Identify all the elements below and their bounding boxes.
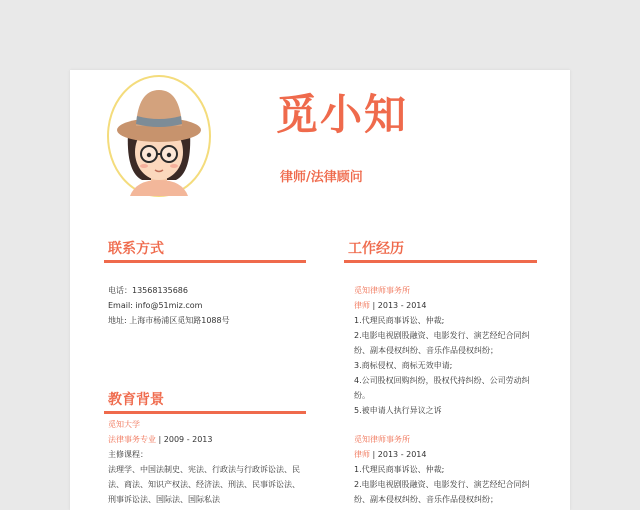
job-title: 律师/法律顾问 [280,170,363,185]
job-duty-line: 3.商标侵权、商标无效申请; [354,361,453,370]
education-course-line: 法、商法、知识产权法、经济法、刑法、民事诉讼法、 [108,480,300,489]
contact-heading: 联系方式 [108,241,164,257]
contact-divider [104,260,306,263]
job-period: | 2013 - 2014 [372,450,427,459]
job-duty-line: 纷。 [354,391,370,400]
job-duty-line: 2.电影电视剧股融资、电影发行、演艺经纪合同纠 [354,480,530,489]
education-major-line [108,432,308,447]
job-duty-line: 5.被申请人执行异议之诉 [354,406,442,415]
job-duty-line: 1.代理民商事诉讼、仲裁; [354,465,445,474]
education-major: 法律事务专业 [108,435,156,444]
job-meta [354,447,554,462]
job-duty-line: 4.公司股权回购纠纷，股权代持纠纷、公司劳动纠 [354,376,530,385]
job-duty-line: 2.电影电视剧股融资、电影发行、演艺经纪合同纠 [354,331,530,340]
education-heading: 教育背景 [108,392,164,408]
education-info [108,417,308,507]
job-duty-line: 纷、副本侵权纠纷、音乐作品侵权纠纷； [354,495,498,504]
job-period: | 2013 - 2014 [372,301,427,310]
job-duty-line: 1.代理民商事诉讼、仲裁; [354,316,445,325]
job-role: 律师 [354,301,370,310]
education-course-line: 刑事诉讼法、国际法、国际私法 [108,495,220,504]
job-company: 觅知律师事务所 [354,435,410,444]
contact-info [108,283,308,328]
experience-info [354,283,554,510]
experience-job [354,283,554,418]
job-meta [354,298,554,313]
avatar [106,74,212,198]
contact-email: Email: info@51miz.com [108,301,203,310]
resume-page [70,70,570,510]
education-course-line: 法理学、中国法制史、宪法、行政法与行政诉讼法、民 [108,465,300,474]
education-period: | 2009 - 2013 [158,435,213,444]
experience-job [354,432,554,507]
experience-heading: 工作经历 [348,241,404,257]
education-divider [104,411,306,414]
education-courses-label: 主修课程： [108,450,148,459]
job-duty-line: 纷、副本侵权纠纷、音乐作品侵权纠纷； [354,346,498,355]
job-company: 觅知律师事务所 [354,286,410,295]
education-school: 觅知大学 [108,420,140,429]
experience-divider [344,260,537,263]
resume-name: 觅小知 [276,90,409,139]
job-role: 律师 [354,450,370,459]
contact-address: 地址: 上海市杨浦区觅知路1088号 [108,316,230,325]
contact-phone: 电话：13568135686 [108,286,188,295]
